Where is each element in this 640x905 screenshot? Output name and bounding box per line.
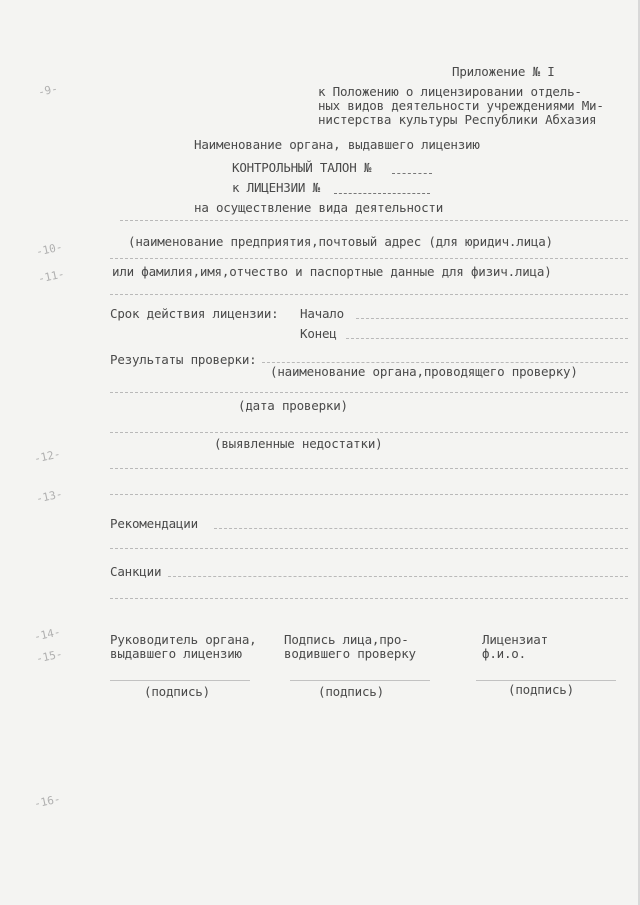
person-field[interactable] [110, 294, 628, 295]
activity-title: на осуществление вида деятельности [194, 200, 444, 215]
license-title: к ЛИЦЕНЗИИ № [232, 180, 320, 195]
results-defects-caption: (выявленные недостатки) [214, 436, 383, 451]
person-caption: или фамилия,имя,отчество и паспортные данные для физич.лица) [112, 264, 552, 279]
sign-col2-line2: водившего проверку [284, 646, 416, 661]
sanctions-label: Санкции [110, 564, 162, 579]
coupon-title: КОНТРОЛЬНЫЙ ТАЛОН № [232, 160, 372, 175]
license-number-field[interactable] [334, 193, 430, 194]
recommendations-field[interactable] [214, 528, 628, 529]
appendix-number: Приложение № I [452, 64, 555, 79]
sign-col1-line2: выдавшего лицензию [110, 646, 242, 661]
results-date-caption: (дата проверки) [238, 398, 348, 413]
sign-field-licensee[interactable] [476, 680, 616, 681]
sanctions-line-2[interactable] [110, 598, 628, 599]
sign-col2-line1: Подпись лица,про- [284, 632, 409, 647]
activity-field[interactable] [120, 220, 628, 221]
sign-field-issuer[interactable] [110, 680, 250, 681]
recommendations-line-2[interactable] [110, 548, 628, 549]
margin-mark: -16- [32, 792, 62, 811]
margin-mark: -14- [32, 625, 62, 644]
enterprise-field[interactable] [110, 258, 628, 259]
defects-line-3[interactable] [110, 494, 628, 495]
margin-mark: -13- [34, 487, 64, 506]
header-line-2: ных видов деятельности учреждениями Ми- [318, 98, 604, 113]
sign-col1-line1: Руководитель органа, [110, 632, 257, 647]
sign-field-inspector[interactable] [290, 680, 430, 681]
term-end-field[interactable] [346, 338, 628, 339]
term-start-field[interactable] [356, 318, 628, 319]
header-line-1: к Положению о лицензировании отдель- [318, 84, 582, 99]
results-date-field[interactable] [110, 392, 628, 393]
header-line-3: нистерства культуры Республики Абхазия [318, 112, 597, 127]
recommendations-label: Рекомендации [110, 516, 198, 531]
results-label: Результаты проверки: [110, 352, 257, 367]
margin-mark: -12- [32, 447, 62, 466]
sign-col3-line1: Лицензиат [482, 632, 548, 647]
margin-mark: -10- [34, 240, 64, 259]
sign-caption-issuer: (подпись) [144, 684, 210, 699]
results-defects-field[interactable] [110, 432, 628, 433]
issuer-caption: Наименование органа, выдавшего лицензию [194, 137, 480, 152]
sanctions-field[interactable] [168, 576, 628, 577]
term-start-label: Начало [300, 306, 344, 321]
sign-col3-line2: ф.и.о. [482, 646, 526, 661]
margin-mark: -15- [34, 647, 64, 666]
defects-line-2[interactable] [110, 468, 628, 469]
term-end-label: Конец [300, 326, 337, 341]
enterprise-caption: (наименование предприятия,почтовый адрес (для юридич.лица) [128, 234, 553, 249]
term-label: Срок действия лицензии: [110, 306, 279, 321]
results-org-field[interactable] [262, 362, 628, 363]
margin-mark: -11- [36, 267, 66, 286]
sign-caption-inspector: (подпись) [318, 684, 384, 699]
results-org-caption: (наименование органа,проводящего проверку) [270, 364, 578, 379]
coupon-number-field[interactable] [392, 173, 432, 174]
sign-caption-licensee: (подпись) [508, 682, 574, 697]
margin-mark: -9- [36, 82, 60, 99]
